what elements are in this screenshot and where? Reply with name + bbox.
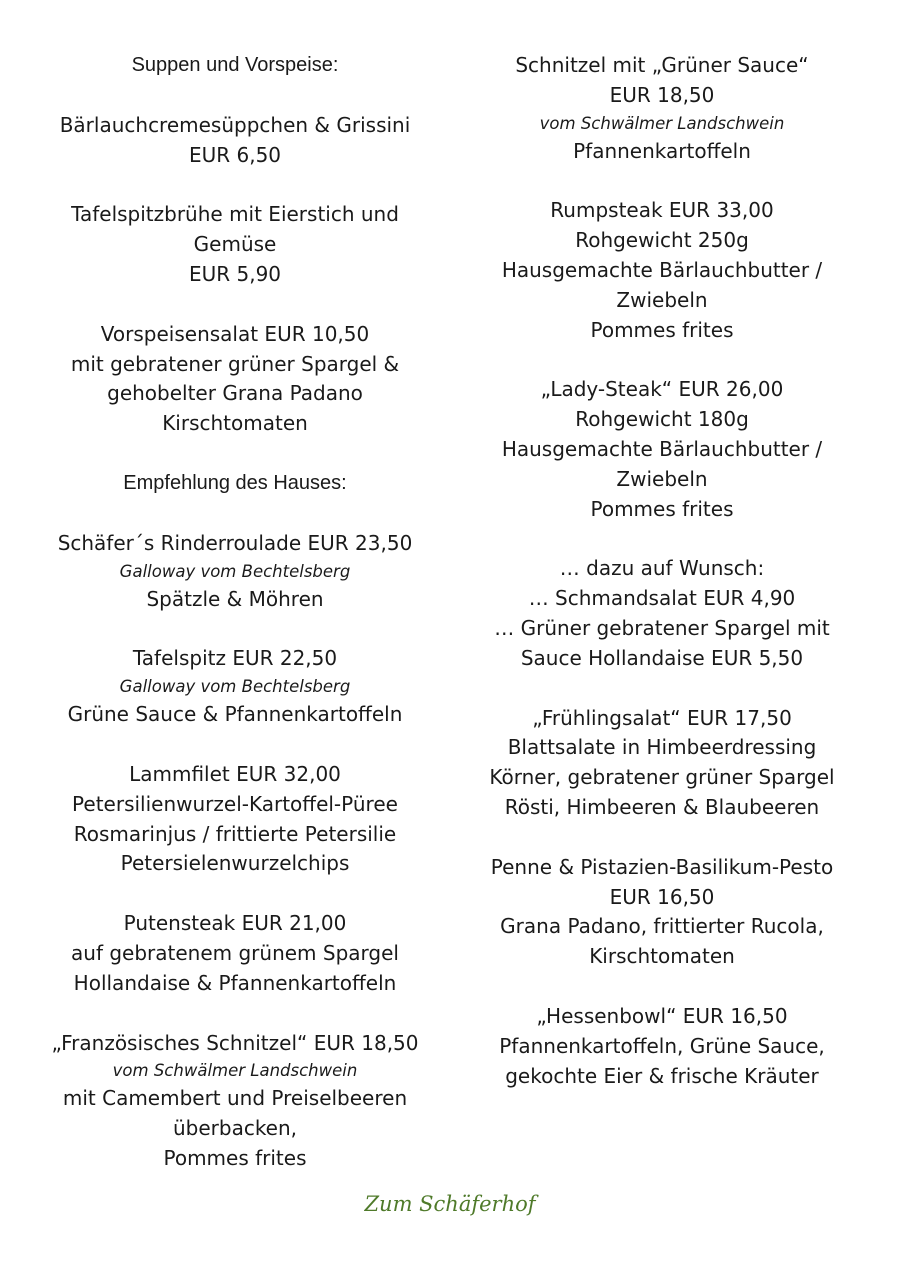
menu-item-detail: Kirschtomaten (589, 944, 735, 969)
menu-item-detail: auf gebratenem grünem Spargel (71, 940, 399, 965)
menu-item-name: Penne & Pistazien-Basilikum-Pesto (490, 854, 834, 879)
menu-item-detail: Rosmarinjus / frittierte Petersilie (73, 821, 397, 846)
section-heading-soups: Suppen und Vorspeise: (131, 54, 339, 76)
menu-item-detail: Hausgemachte Bärlauchbutter / (501, 436, 823, 461)
menu-item-name: Vorspeisensalat EUR 10,50 (100, 321, 370, 346)
menu-item-price: EUR 18,50 (609, 82, 715, 107)
menu-item-detail: Grana Padano, frittierter Rucola, (500, 914, 824, 939)
menu-item-detail: Rösti, Himbeeren & Blaubeeren (504, 794, 820, 819)
menu-item-detail: mit gebratener grüner Spargel & (70, 351, 400, 376)
menu-item-name: „Frühlingsalat“ EUR 17,50 (532, 705, 792, 730)
menu-item-detail: Zwiebeln (616, 466, 708, 491)
menu-item-detail: Rohgewicht 180g (575, 407, 749, 432)
menu-item-detail: Pfannenkartoffeln (573, 138, 751, 163)
menu-item-name: Bärlauchcremesüppchen & Grissini (59, 112, 411, 137)
menu-item-origin: vom Schwälmer Landschwein (112, 1061, 358, 1081)
menu-item-price: EUR 6,50 (188, 142, 282, 167)
menu-item-name: Tafelspitzbrühe mit Eierstich und (71, 202, 399, 227)
menu-item-name: Schnitzel mit „Grüner Sauce“ (515, 53, 809, 77)
menu-item-detail: Kirschtomaten (162, 411, 308, 436)
menu-item-price: EUR 5,90 (188, 261, 282, 286)
menu-item-detail: überbacken, (172, 1116, 298, 1141)
menu-item-origin: Galloway vom Bechtelsberg (119, 561, 351, 581)
menu-item-detail: mit Camembert und Preiselbeeren (62, 1086, 408, 1111)
menu-item-detail: Petersilienwurzel-Kartoffel-Püree (72, 791, 398, 816)
menu-item-name: Rumpsteak EUR 33,00 (550, 198, 774, 223)
menu-item-detail: Hollandaise & Pfannenkartoffeln (73, 970, 397, 995)
menu-item-detail: Spätzle & Möhren (146, 586, 324, 611)
menu-item-origin: vom Schwälmer Landschwein (539, 113, 785, 133)
menu-item-detail: Petersielenwurzelchips (120, 851, 350, 876)
menu-item-detail: … Schmandsalat EUR 4,90 (528, 586, 796, 611)
menu-item-detail: Pommes frites (163, 1145, 307, 1170)
menu-item-detail: Körner, gebratener grüner Spargel (489, 765, 835, 790)
menu-item-name: Tafelspitz EUR 22,50 (132, 646, 338, 671)
menu-item-detail: Grüne Sauce & Pfannenkartoffeln (67, 702, 403, 727)
section-heading-recommendations: Empfehlung des Hauses: (123, 471, 347, 494)
menu-item-name: „Französisches Schnitzel“ EUR 18,50 (51, 1030, 419, 1055)
menu-item-origin: Galloway vom Bechtelsberg (119, 677, 351, 697)
menu-item-detail: Zwiebeln (616, 287, 708, 312)
menu-item-detail: gekochte Eier & frische Kräuter (505, 1063, 819, 1088)
menu-item-detail: … Grüner gebratener Spargel mit (494, 615, 830, 640)
menu-item-name: Putensteak EUR 21,00 (123, 911, 347, 936)
left-menu-column (35, 0, 435, 1174)
menu-item-name: … dazu auf Wunsch: (559, 556, 765, 581)
menu-item-detail: Rohgewicht 250g (575, 228, 749, 253)
menu-item-detail: Pommes frites (590, 317, 734, 342)
menu-item-detail: Sauce Hollandaise EUR 5,50 (520, 645, 804, 670)
menu-item-name: „Hessenbowl“ EUR 16,50 (536, 1003, 788, 1028)
menu-item-name: Lammfilet EUR 32,00 (129, 761, 341, 786)
menu-item-detail: Pommes frites (590, 496, 734, 521)
menu-item-name: „Lady-Steak“ EUR 26,00 (540, 377, 784, 402)
menu-item-detail: gehobelter Grana Padano (107, 381, 363, 406)
menu-item-detail: Pfannenkartoffeln, Grüne Sauce, (499, 1033, 825, 1058)
menu-item-price: EUR 16,50 (609, 884, 715, 909)
menu-item-detail: Blattsalate in Himbeerdressing (507, 735, 817, 760)
restaurant-logo: Zum Schäferhof (364, 1192, 536, 1216)
menu-item-name: Schäfer´s Rinderroulade EUR 23,50 (57, 530, 413, 555)
right-menu-column (462, 0, 862, 1091)
menu-item-name: Gemüse (193, 232, 277, 257)
menu-item-detail: Hausgemachte Bärlauchbutter / (501, 257, 823, 282)
